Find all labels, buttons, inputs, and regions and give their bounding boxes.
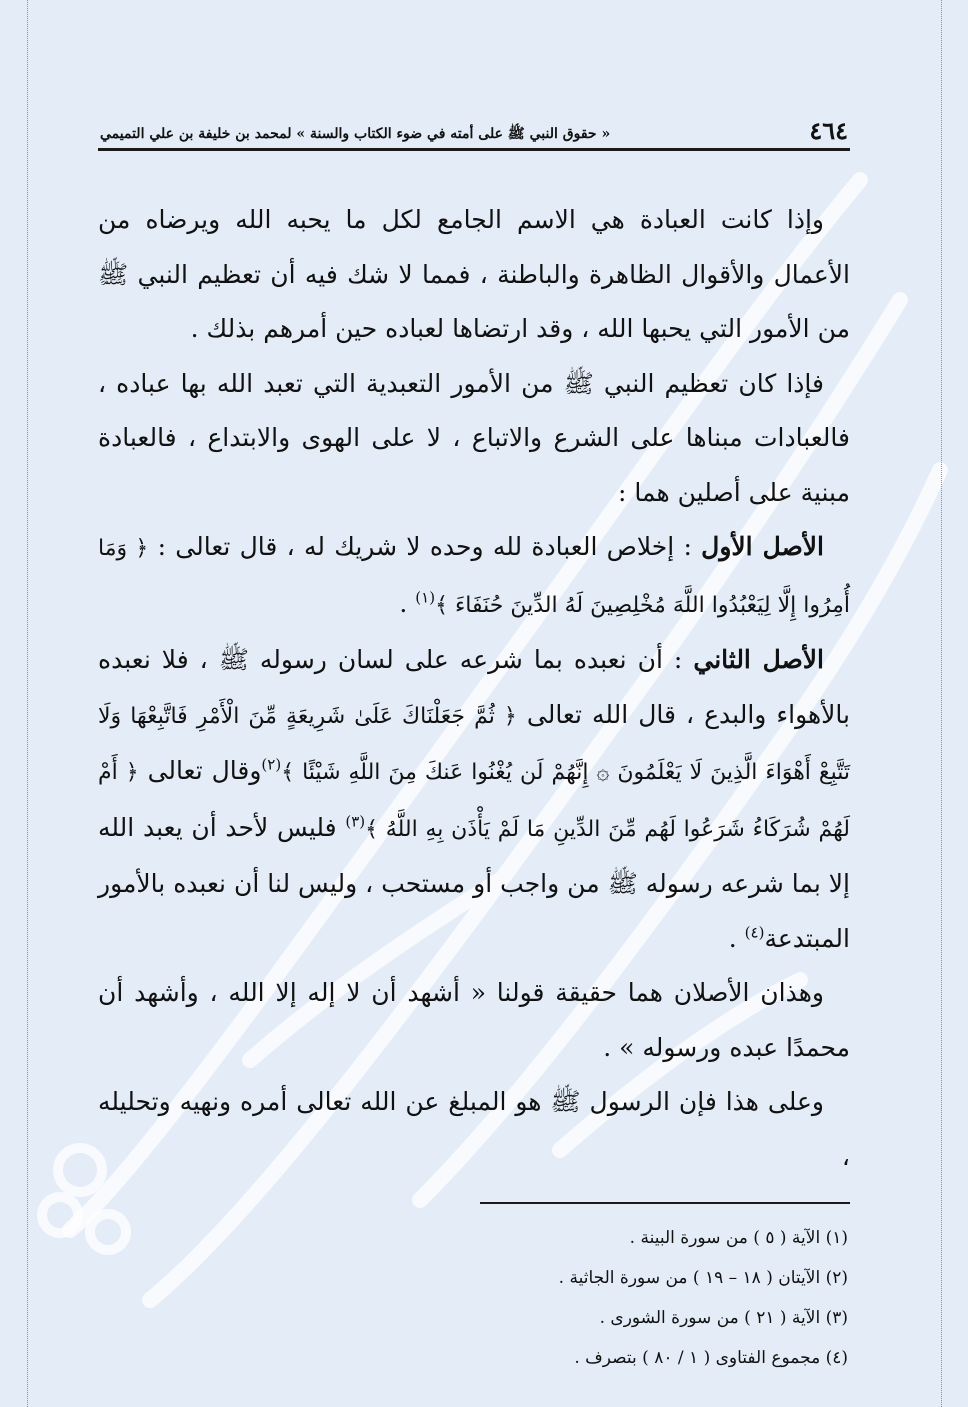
- paragraph-4-text-1: : أن نعبده بما شرعه على لسان رسوله ﷺ ، فلا نعبده بالأهواء والبدع ، قال الله تعالى: [98, 645, 850, 729]
- quran-verse-3: ﴿ أَمْ لَهُمْ شُرَكَاءُ شَرَعُوا لَهُم مِّنَ الدِّينِ مَا لَمْ يَأْذَن بِهِ اللَّهُ ﴾: [98, 760, 850, 842]
- page-number: ٤٦٤: [809, 116, 848, 145]
- footnote-ref-2[interactable]: (٢): [261, 755, 282, 774]
- footnote-4: (٤) مجموع الفتاوى ( ١ / ٨٠ ) بتصرف .: [574, 1348, 848, 1368]
- principle-two-heading: الأصل الثاني: [693, 645, 824, 674]
- paragraph-4-text-2: وقال تعالى: [138, 756, 262, 785]
- paragraph-4-text-3: فليس لأحد أن يعبد الله إلا بما شرعه رسوله ﷺ من واجب أو مستحب ، وليس لنا أن نعبده بالأمور المبتدعة: [98, 812, 850, 953]
- paragraph-4: [98, 633, 850, 966]
- paragraph-3-text: : إخلاص العبادة لله وحده لا شريك له ، قال تعالى :: [148, 532, 702, 561]
- paragraph-2: فإذا كان تعظيم النبي ﷺ من الأمور التعبدية التي تعبد الله بها عباده ، فالعبادات مبناها على الشرع والاتباع ، لا على الهوى والابتداع ، فالعبادة مبنية على أصلين هما :: [98, 368, 850, 507]
- footnotes: [98, 1218, 850, 1378]
- paragraph-3: [98, 520, 850, 633]
- footnote-separator: [480, 1202, 850, 1204]
- footnote-ref-3[interactable]: (٣): [345, 812, 366, 831]
- footnote-1: (١) الآية ( ٥ ) من سورة البينة .: [629, 1228, 848, 1248]
- paragraph-3-end: .: [399, 588, 416, 618]
- paragraph-6: وعلى هذا فإن الرسول ﷺ هو المبلغ عن الله تعالى أمره ونهيه وتحليله ،: [98, 1087, 850, 1171]
- quran-verse-1: ﴿ وَمَا أُمِرُوا إِلَّا لِيَعْبُدُوا اللَّهَ مُخْلِصِينَ لَهُ الدِّينَ حُنَفَاءَ ﴾: [98, 536, 850, 618]
- paragraph-4-end: .: [728, 923, 745, 953]
- main-text: [98, 193, 850, 1184]
- running-title: « حقوق النبي ﷺ على أمته في ضوء الكتاب والسنة » لمحمد بن خليفة بن علي التميمي: [100, 126, 611, 142]
- dotted-margin-line: [27, 0, 28, 1407]
- footnote-2: (٢) الآيتان ( ١٨ – ١٩ ) من سورة الجاثية .: [558, 1268, 848, 1288]
- page-header: [98, 105, 850, 151]
- footnote-ref-1[interactable]: (١): [415, 588, 436, 607]
- dotted-margin-line: [941, 0, 942, 1407]
- footnote-3: (٣) الآية ( ٢١ ) من سورة الشورى .: [599, 1308, 848, 1328]
- quran-verse-2: ﴿ ثُمَّ جَعَلْنَاكَ عَلَىٰ شَرِيعَةٍ مِّنَ الْأَمْرِ فَاتَّبِعْهَا وَلَا تَتَّبِعْ أَهْوَاءَ الَّذِينَ لَا يَعْلَمُونَ ۞ إِنَّهُمْ لَن يُغْنُوا عَنكَ مِنَ اللَّهِ شَيْئًا ﴾: [98, 703, 851, 785]
- paragraph-5: وهذان الأصلان هما حقيقة قولنا « أشهد أن لا إله إلا الله ، وأشهد أن محمدًا عبده ورسوله » .: [98, 978, 850, 1062]
- footnote-ref-4[interactable]: (٤): [744, 923, 765, 942]
- paragraph-1: وإذا كانت العبادة هي الاسم الجامع لكل ما يحبه الله ويرضاه من الأعمال والأقوال الظاهرة والباطنة ، فمما لا شك فيه أن تعظيم النبي ﷺ من الأمور التي يحبها الله ، وقد ارتضاها لعباده حين أمرهم بذلك .: [98, 205, 850, 343]
- principle-one-heading: الأصل الأول: [701, 532, 824, 561]
- book-page: [98, 105, 850, 1378]
